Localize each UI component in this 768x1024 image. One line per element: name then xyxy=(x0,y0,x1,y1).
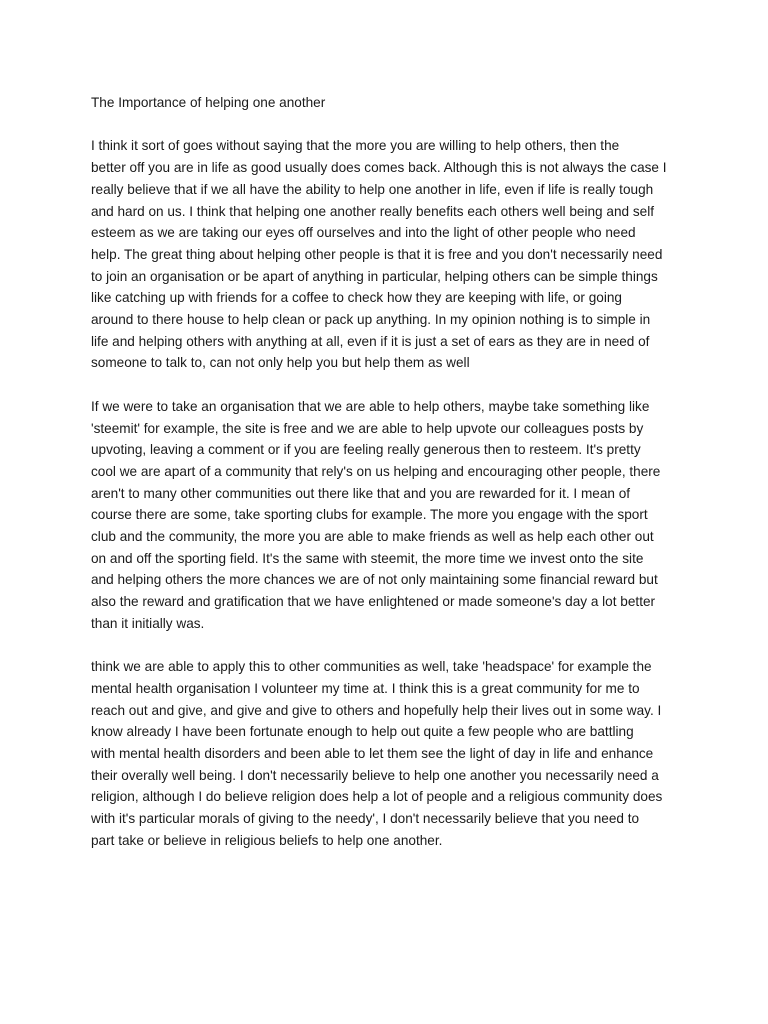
text-line: better off you are in life as good usually does comes back. Although this is not always the case I xyxy=(91,160,667,176)
text-line: to join an organisation or be apart of anything in particular, helping others can be simple things xyxy=(91,268,658,284)
text-line: religion, although I do believe religion does help a lot of people and a religious community does xyxy=(91,789,663,805)
text-line: reach out and give, and give and give to others and hopefully help their lives out in some way. I xyxy=(91,702,662,718)
text-line: I think it sort of goes without saying that the more you are willing to help others, then the xyxy=(91,138,620,154)
text-line: aren't to many other communities out there like that and you are rewarded for it. I mean of xyxy=(91,485,631,501)
text-line: and helping others the more chances we are of not only maintaining some financial reward but xyxy=(91,572,658,588)
paragraph-3 xyxy=(91,656,687,851)
text-line: their overally well being. I don't necessarily believe to help one another you necessarily need a xyxy=(91,767,659,783)
text-line: club and the community, the more you are able to make friends as well as help each other out xyxy=(91,529,654,545)
paragraph-1 xyxy=(91,135,687,374)
text-line: really believe that if we all have the ability to help one another in life, even if life is really tough xyxy=(91,181,654,197)
document-page xyxy=(91,92,687,873)
text-line: someone to talk to, can not only help you but help them as well xyxy=(91,355,470,371)
text-line: part take or believe in religious beliefs to help one another. xyxy=(91,832,443,848)
text-line: 'steemit' for example, the site is free and we are able to help upvote our colleagues posts by xyxy=(91,420,644,436)
text-line: cool we are apart of a community that rely's on us helping and encouraging other people, there xyxy=(91,463,661,479)
text-line: on and off the sporting field. It's the same with steemit, the more time we invest onto the site xyxy=(91,550,644,566)
text-line: If we were to take an organisation that we are able to help others, maybe take something like xyxy=(91,398,650,414)
paragraph-2 xyxy=(91,396,687,635)
text-line: and hard on us. I think that helping one another really benefits each others well being and self xyxy=(91,203,655,219)
text-line: mental health organisation I volunteer my time at. I think this is a great community for me to xyxy=(91,680,640,696)
text-line: course there are some, take sporting clubs for example. The more you engage with the sport xyxy=(91,507,648,523)
text-line: think we are able to apply this to other communities as well, take 'headspace' for example the xyxy=(91,659,652,675)
text-line: than it initially was. xyxy=(91,615,205,631)
text-line: upvoting, leaving a comment or if you are feeling really generous then to resteem. It's pretty xyxy=(91,442,641,458)
text-line: around to there house to help clean or pack up anything. In my opinion nothing is to simple in xyxy=(91,312,651,328)
text-line: also the reward and gratification that we have enlightened or made someone's day a lot better xyxy=(91,594,656,610)
text-line: life and helping others with anything at all, even if it is just a set of ears as they are in need of xyxy=(91,333,650,349)
text-line: esteem as we are taking our eyes off ourselves and into the light of other people who need xyxy=(91,225,636,241)
text-line: know already I have been fortunate enough to help out quite a few people who are battling xyxy=(91,724,634,740)
text-line: with mental health disorders and been able to let them see the light of day in life and enhance xyxy=(91,746,654,762)
text-line: like catching up with friends for a coffee to check how they are keeping with life, or going xyxy=(91,290,622,306)
document-title: The Importance of helping one another xyxy=(91,95,326,110)
text-line: help. The great thing about helping other people is that it is free and you don't necessarily need xyxy=(91,246,663,262)
text-line: with it's particular morals of giving to the needy', I don't necessarily believe that you need to xyxy=(91,811,640,827)
